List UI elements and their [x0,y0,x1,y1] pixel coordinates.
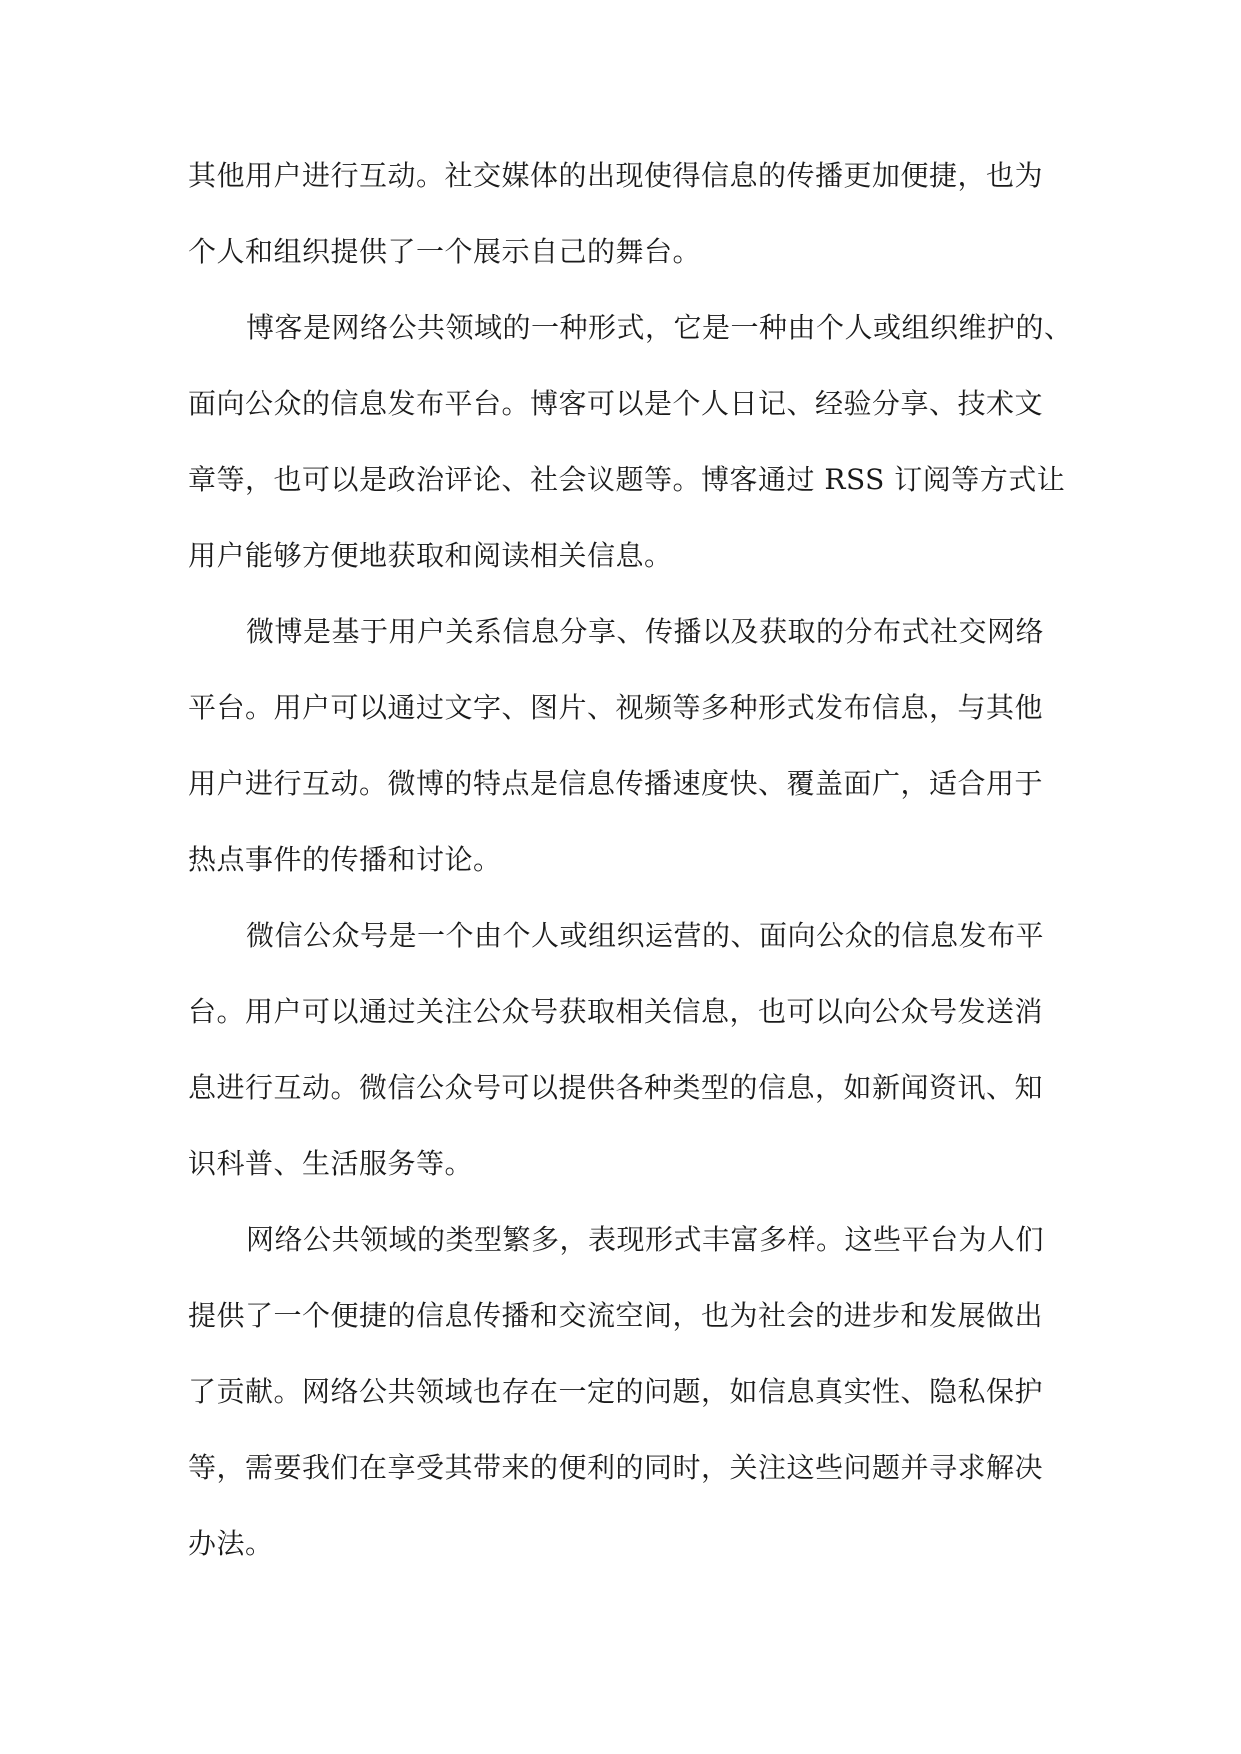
text-line: 息进行互动。微信公众号可以提供各种类型的信息，如新闻资讯、知 [188,1071,1044,1104]
paragraph-blog [188,290,1073,594]
text-line: 平台。用户可以通过文字、图片、视频等多种形式发布信息，与其他 [188,691,1044,724]
text-line: 网络公共领域的类型繁多，表现形式丰富多样。这些平台为人们 [246,1223,1045,1256]
text-line: 办法。 [188,1527,274,1560]
paragraph-weibo [188,594,1054,898]
text-line: 面向公众的信息发布平台。博客可以是个人日记、经验分享、技术文 [188,387,1044,420]
text-line: 热点事件的传播和讨论。 [188,843,502,876]
text-line: 微博是基于用户关系信息分享、传播以及获取的分布式社交网络 [246,615,1045,648]
text-line: 用户进行互动。微博的特点是信息传播速度快、覆盖面广，适合用于 [188,767,1044,800]
text-line: 微信公众号是一个由个人或组织运营的、面向公众的信息发布平 [246,919,1045,952]
paragraph-social-media-continued [188,138,1054,290]
paragraph-summary [188,1202,1054,1582]
text-line: 台。用户可以通过关注公众号获取相关信息，也可以向公众号发送消 [188,995,1044,1028]
text-line: 了贡献。网络公共领域也存在一定的问题，如信息真实性、隐私保护 [188,1375,1044,1408]
text-line: 章等，也可以是政治评论、社会议题等。博客通过 RSS 订阅等方式让 [188,463,1066,496]
text-line: 等，需要我们在享受其带来的便利的同时，关注这些问题并寻求解决 [188,1451,1044,1484]
text-line: 提供了一个便捷的信息传播和交流空间，也为社会的进步和发展做出 [188,1299,1044,1332]
text-line: 识科普、生活服务等。 [188,1147,474,1180]
document-body [188,138,1073,1582]
paragraph-wechat-official-account [188,898,1054,1202]
text-line: 用户能够方便地获取和阅读相关信息。 [188,539,673,572]
text-line: 其他用户进行互动。社交媒体的出现使得信息的传播更加便捷，也为 [188,159,1044,192]
text-line: 博客是网络公共领域的一种形式，它是一种由个人或组织维护的、 [246,311,1073,344]
text-line: 个人和组织提供了一个展示自己的舞台。 [188,235,702,268]
